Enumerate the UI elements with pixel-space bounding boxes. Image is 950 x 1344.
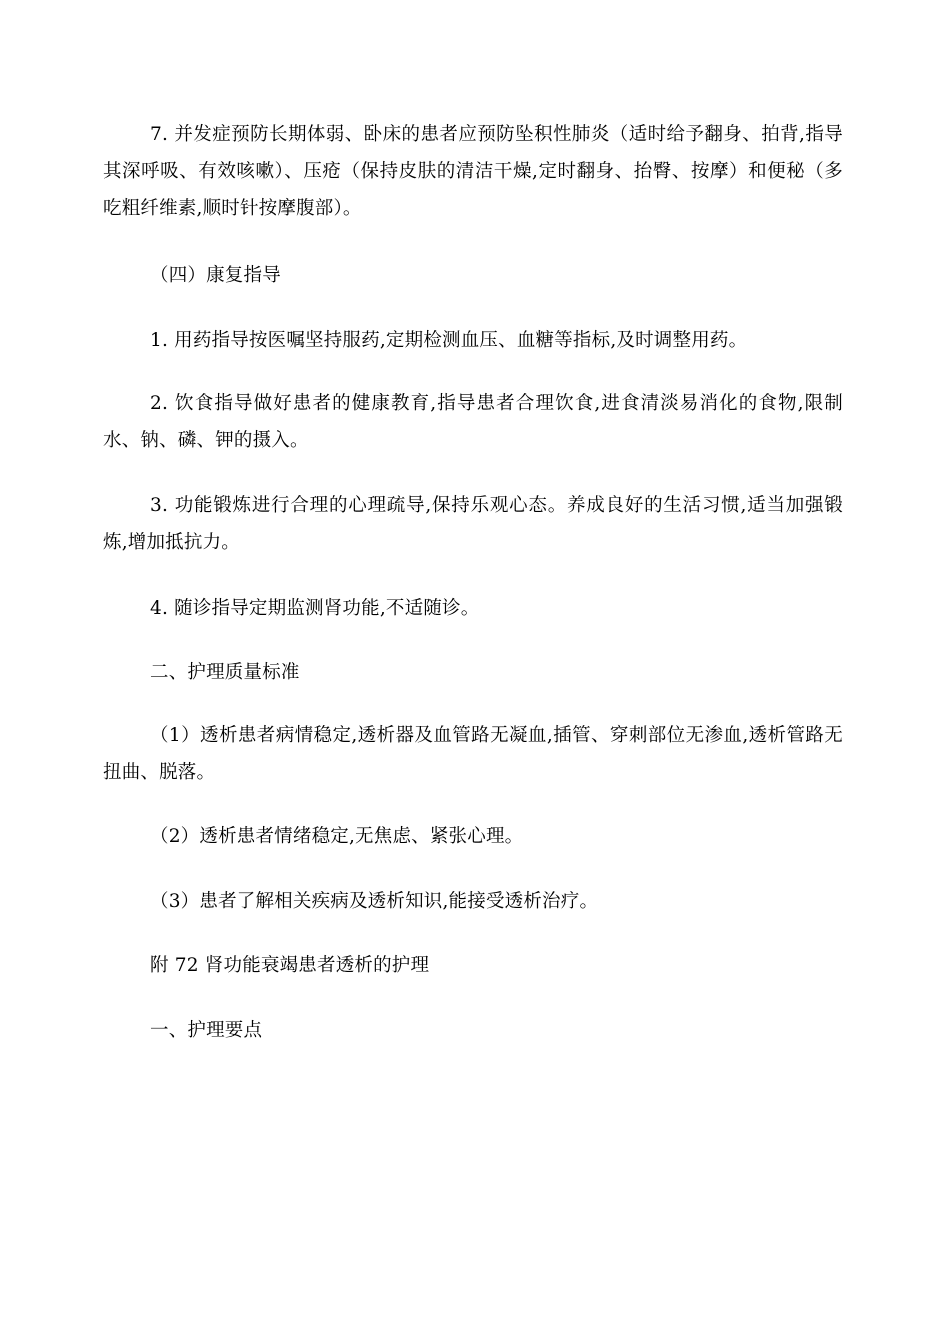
section-heading-quality-standards: 二、护理质量标准	[150, 662, 300, 683]
section-heading-nursing-points: 一、护理要点	[150, 1020, 263, 1041]
paragraph-standard-2: （2）透析患者情绪稳定,无焦虑、紧张心理。	[150, 826, 524, 847]
section-heading-rehab-guidance: （四）康复指导	[150, 265, 281, 286]
paragraph-standard-3: （3）患者了解相关疾病及透析知识,能接受透析治疗。	[150, 891, 599, 912]
paragraph-standard-1: （1）透析患者病情稳定,透析器及血管路无凝血,插管、穿刺部位无渗血,透析管路无扭曲、脱落。	[103, 725, 843, 783]
paragraph-complication-prevention: 7. 并发症预防长期体弱、卧床的患者应预防坠积性肺炎（适时给予翻身、拍背,指导其深呼吸、有效咳嗽）、压疮（保持皮肤的清洁干燥,定时翻身、抬臀、按摩）和便秘（多吃粗纤维素,顺时针按摩腹部）。	[103, 124, 843, 219]
appendix-title: 附 72 肾功能衰竭患者透析的护理	[150, 955, 430, 976]
paragraph-medication-guidance: 1. 用药指导按医嘱坚持服药,定期检测血压、血糖等指标,及时调整用药。	[150, 330, 748, 351]
paragraph-followup-guidance: 4. 随诊指导定期监测肾功能,不适随诊。	[150, 598, 480, 619]
paragraph-exercise-guidance: 3. 功能锻炼进行合理的心理疏导,保持乐观心态。养成良好的生活习惯,适当加强锻炼,增加抵抗力。	[103, 495, 843, 553]
paragraph-diet-guidance: 2. 饮食指导做好患者的健康教育,指导患者合理饮食,进食清淡易消化的食物,限制水、钠、磷、钾的摄入。	[103, 393, 843, 451]
